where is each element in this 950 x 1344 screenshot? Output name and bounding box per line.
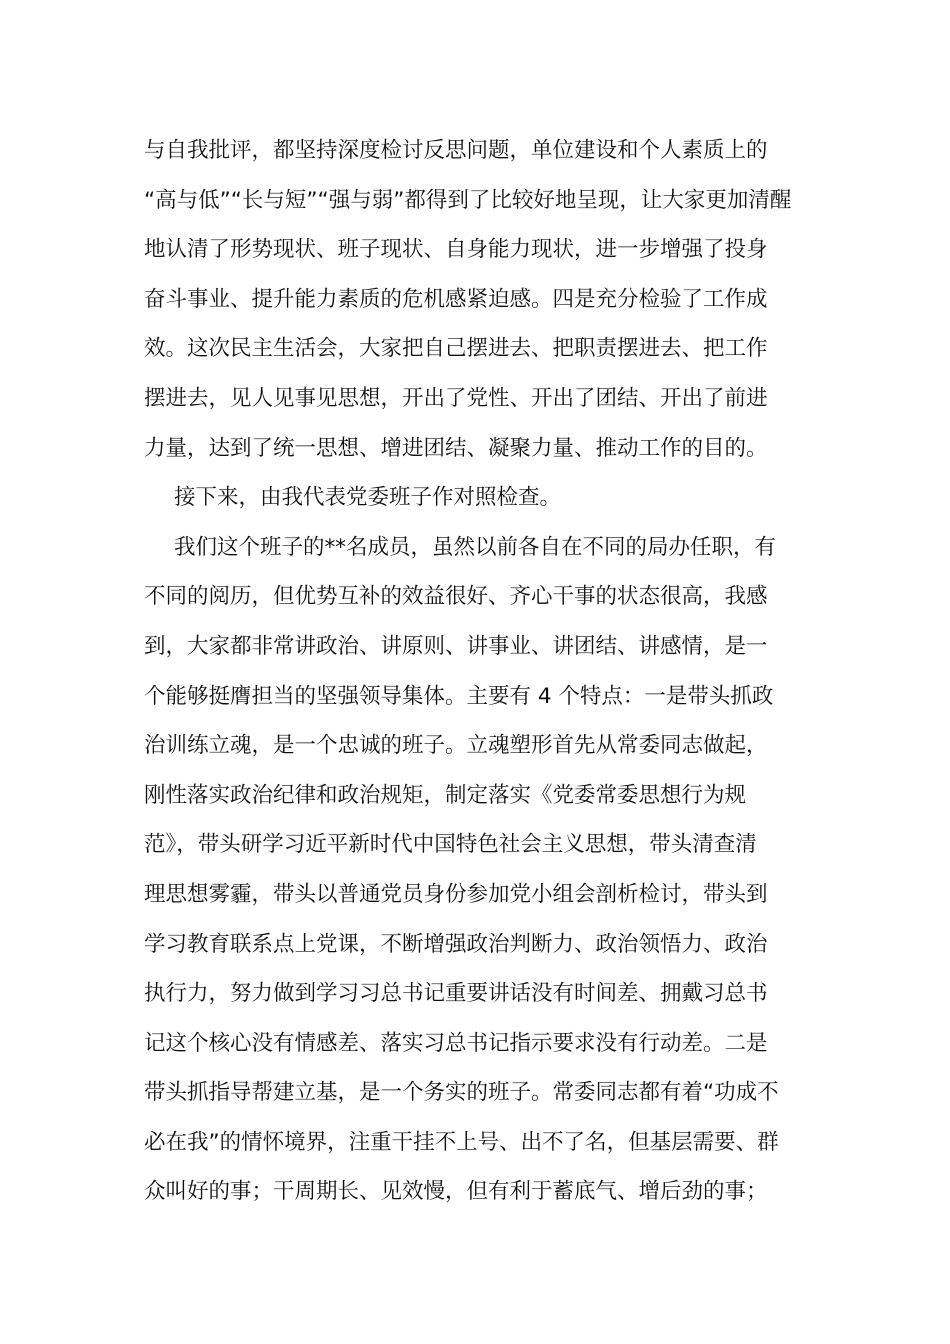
text-line: 地认清了形势现状、班子现状、自身能力现状，进一步增强了投身: [144, 237, 768, 263]
text-line: 范》，带头研学习近平新时代中国特色社会主义思想，带头清查清: [144, 832, 757, 858]
text-line: 执行力，努力做到学习习总书记重要讲话没有时间差、拥戴习总书: [144, 981, 768, 1007]
text-line: 个能够挺膺担当的坚强领导集体。主要有 4 个特点：一是带头抓政: [144, 683, 774, 709]
paragraph-start-line: 我们这个班子的**名成员，虽然以前各自在不同的局办任职，有: [174, 534, 777, 560]
text-line: 必在我”的情怀境界，注重干挂不上号、出不了名，但基层需要、群: [144, 1129, 779, 1155]
text-line: 治训练立魂，是一个忠诚的班子。立魂塑形首先从常委同志做起，: [144, 733, 768, 759]
text-line: 与自我批评，都坚持深度检讨反思问题，单位建设和个人素质上的: [144, 138, 768, 163]
text-line: 带头抓指导帮建立基，是一个务实的班子。常委同志都有着“功成不: [144, 1080, 779, 1106]
text-line: 不同的阅历，但优势互补的效益很好、齐心干事的状态很高，我感: [144, 584, 768, 610]
text-line: 奋斗事业、提升能力素质的危机感紧迫感。四是充分检验了工作成: [144, 286, 768, 312]
text-line: “高与低”“长与短”“强与弱”都得到了比较好地呈现，让大家更加清醒: [144, 187, 792, 213]
text-line: 到，大家都非常讲政治、讲原则、讲事业、讲团结、讲感情，是一: [144, 633, 768, 659]
text-line: 效。这次民主生活会，大家把自己摆进去、把职责摆进去、把工作: [144, 336, 768, 362]
text-line: 理思想雾霾，带头以普通党员身份参加党小组会剖析检讨，带头到: [144, 881, 768, 907]
text-line: 众叫好的事；干周期长、见效慢，但有利于蓄底气、增后劲的事；: [144, 1179, 768, 1205]
body-text: [144, 126, 808, 1217]
text-line: 摆进去，见人见事见思想，开出了党性、开出了团结、开出了前进: [144, 385, 768, 411]
text-line: 力量，达到了统一思想、增进团结、凝聚力量、推动工作的目的。: [144, 435, 768, 461]
text-line: 记这个核心没有情感差、落实习总书记指示要求没有行动差。二是: [144, 1030, 768, 1056]
text-line: 学习教育联系点上党课，不断增强政治判断力、政治领悟力、政治: [144, 931, 768, 957]
text-line: 刚性落实政治纪律和政治规矩，制定落实《党委常委思想行为规: [144, 782, 747, 808]
paragraph-start-line: 接下来，由我代表党委班子作对照检查。: [174, 485, 562, 511]
